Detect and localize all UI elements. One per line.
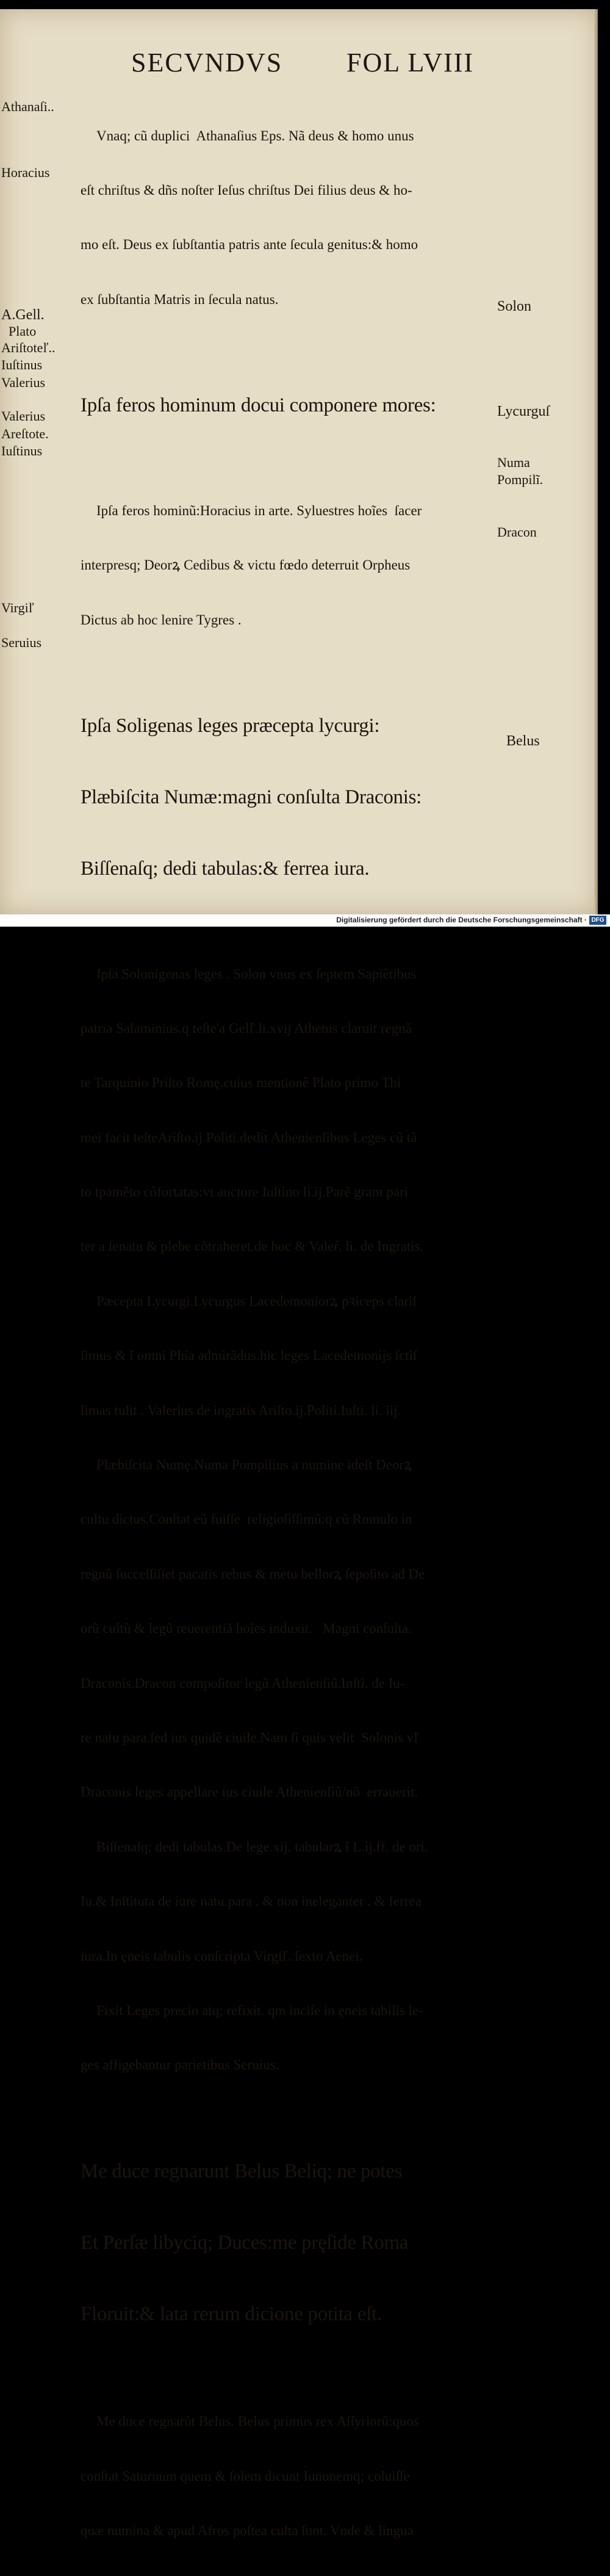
text-line: regnũ ſucceſſiſſet pacatis rebus & metu bellorꝝ ſepoſito ad De bbox=[81, 1566, 425, 1582]
margin-note-solon: Solon bbox=[497, 298, 532, 314]
text-line: orũ cultũ & legũ reuerentiã hoĩes induxit. Magni conſulta. bbox=[81, 1621, 412, 1637]
text-line: patria Salaminius.q teſte'a Gelľ.li.xvij Athenis claruit regnã bbox=[81, 1020, 412, 1036]
text-line: to tpamẽto cõfortatas:vt auctore Iuſtino li.ij.Parẽ gram pari bbox=[81, 1184, 409, 1200]
verse-line: Biſſenaſq; dedi tabulas:& ferrea iura. bbox=[81, 857, 370, 880]
text-line: cultu dictus.Conſtat eũ fuiſſe religioſiſſimũ:q cũ Romulo in bbox=[81, 1511, 412, 1527]
verse-line: Et Perſæ libyciq; Duces:me pręſide Roma bbox=[81, 2231, 409, 2254]
margin-note-valerius: Valerius bbox=[1, 408, 46, 424]
verse-block bbox=[81, 667, 501, 928]
text-line: interpresq; Deorꝝ Cedibus & victu fœdo deterruit Orpheus bbox=[81, 557, 411, 573]
text-line: Ipſa feros hominũ:Horacius in arte. Syluestres hoĩes ſacer bbox=[96, 502, 422, 518]
dfg-logo: DFG bbox=[589, 916, 606, 925]
main-text bbox=[81, 90, 501, 2576]
margin-note-dracon: Dracon bbox=[497, 524, 537, 540]
text-line: mo eſt. Deus ex ſubſtantia patris ante ſecula genitus:& homo bbox=[81, 237, 418, 253]
running-head-left: SECVNDVS bbox=[131, 48, 283, 78]
text-line: ſimas tulit . Valerius de ingratis Ariſto.ij.Politi.Iuſti. li. iij. bbox=[81, 1402, 401, 1418]
text-line: ter a ſenatu & plebe cõtraheret.de hoc & Valeŕ. li. de Ingratis. bbox=[81, 1239, 424, 1254]
verse-block bbox=[81, 346, 501, 465]
text-line: Ipſa Solonigenas leges . Solon vnus ex ſeptem Sapiẽtibus bbox=[96, 966, 417, 982]
margin-note-lycurgus: Lycurguſ bbox=[497, 403, 550, 419]
verse-block bbox=[81, 2112, 501, 2374]
digitization-footer bbox=[0, 914, 610, 927]
text-line: Plæbiſcita Numę.Numa Pompilius a numine ideſt Deorꝝ bbox=[96, 1457, 412, 1473]
text-line: ex ſubſtantia Matris in ſecula natus. bbox=[81, 291, 279, 307]
verse-line: Ipſa feros hominum docui componere mores: bbox=[81, 394, 436, 417]
text-line: te Tarquinio Priſto Romę.cuius mentionẽ Plato primo Thi bbox=[81, 1075, 401, 1091]
margin-note-seruius: Seruius bbox=[1, 635, 41, 650]
verse-line: Me duce regnarunt Belus Beliq; ne potes bbox=[81, 2160, 403, 2182]
text-line: ges affigebantur parietibus Seruius. bbox=[81, 2057, 279, 2073]
text-line: Biſſenaſq; dedi tabulas.De lege.xij. tabularꝝ ĩ L.ij.ff. de ori. bbox=[96, 1839, 428, 1854]
margin-note-numa-pompilius: Pompilĩ. bbox=[497, 472, 544, 487]
commentary-block bbox=[81, 90, 501, 345]
margin-note-virgil: Virgiľ bbox=[1, 600, 34, 615]
text-line: iura.In ęneis tabulis conſcripta Virgiľ. ſexto Aenei. bbox=[81, 1948, 363, 1964]
page-edge bbox=[594, 9, 598, 914]
margin-note-arestote: Areſtote. bbox=[1, 426, 49, 441]
margin-note-iustinus: Iuſtinus bbox=[1, 357, 43, 372]
text-line: re natu para.ſed ius quidẽ ciuile.Nam ſi quis velit Solonis vľ bbox=[81, 1729, 420, 1745]
margin-note-athanasius: Athanaſi.. bbox=[1, 99, 54, 114]
text-line: Pæcepta Lycurgi.Lycurgus Lacedemoniorꝝ pꝛiceps clariſ bbox=[96, 1293, 417, 1309]
commentary-block bbox=[81, 2376, 501, 2576]
text-line: Iu.& Inſtitutа de iure natu.para . & non ineleganter . & ferrea bbox=[81, 1894, 422, 1909]
margin-note-agell: A.Gell. bbox=[1, 307, 45, 323]
verse-line: Plæbiſcita Numæ:magni conſulta Draconis: bbox=[81, 786, 422, 808]
folio-number: FOL LVIII bbox=[346, 48, 475, 78]
verse-line: Ipſa Soligenas leges præcepta lycurgi: bbox=[81, 714, 380, 737]
text-line: Vnaq; cũ duplici Athanaſius Eps. Nã deus & homo unus bbox=[96, 128, 414, 143]
text-line: ſimus & ĩ omni Phia admirãdus.hic leges Lacedemonijs ſctiſ bbox=[81, 1348, 417, 1364]
verse-line: Floruit:& lata rerum dicione potita eſt. bbox=[81, 2303, 382, 2325]
running-head bbox=[0, 47, 598, 84]
text-line: Me duce regnarũt Belus. Belus primus rex Aſſyriorũ:quos bbox=[96, 2414, 419, 2429]
commentary-block bbox=[81, 465, 501, 665]
text-line: Draconis leges appellare ius ciuile Athenienſiũ/nõ errauerit. bbox=[81, 1784, 418, 1800]
text-line: mei facit teſteAriſto.ij.Politi.dedit Athenienſibus Leges cũ tã bbox=[81, 1129, 417, 1145]
text-line: Draconis.Dracon compoſitor legũ Athenienſiũ.Inſti. de Iu- bbox=[81, 1675, 405, 1691]
text-line: Fixit Leges precio atq; refixit. qm inciſe in ęneis tabilis le- bbox=[96, 2002, 423, 2018]
margin-note-plato: Plato bbox=[9, 324, 37, 339]
text-line: conſtat Saturnum quem & ſolem dicunt Iunonemq; coluiſſe bbox=[81, 2468, 410, 2484]
margin-note-aristotel: Ariſtoteľ.. bbox=[1, 340, 56, 355]
margin-note-belus: Belus bbox=[506, 733, 540, 749]
text-line: quæ numina & apud Afros poſtea culta ſunt. Vnde & lingua bbox=[81, 2523, 414, 2539]
funding-note: Digitalisierung gefördert durch die Deutsche Forschungsgemeinschaft · bbox=[336, 916, 587, 924]
margin-note-horacius: Horacius bbox=[1, 165, 50, 180]
margin-note-valerius: Valerius bbox=[1, 375, 46, 390]
text-line: eſt chriſtus & dñs noſter Ieſus chriſtus Dei filius deus & ho- bbox=[81, 182, 412, 198]
text-line: Dictus ab hoc lenire Tygres . bbox=[81, 612, 242, 628]
margin-note-numa: Numa bbox=[497, 455, 530, 470]
commentary-block bbox=[81, 928, 501, 2111]
margin-note-iustinus: Iuſtinus bbox=[1, 443, 43, 458]
